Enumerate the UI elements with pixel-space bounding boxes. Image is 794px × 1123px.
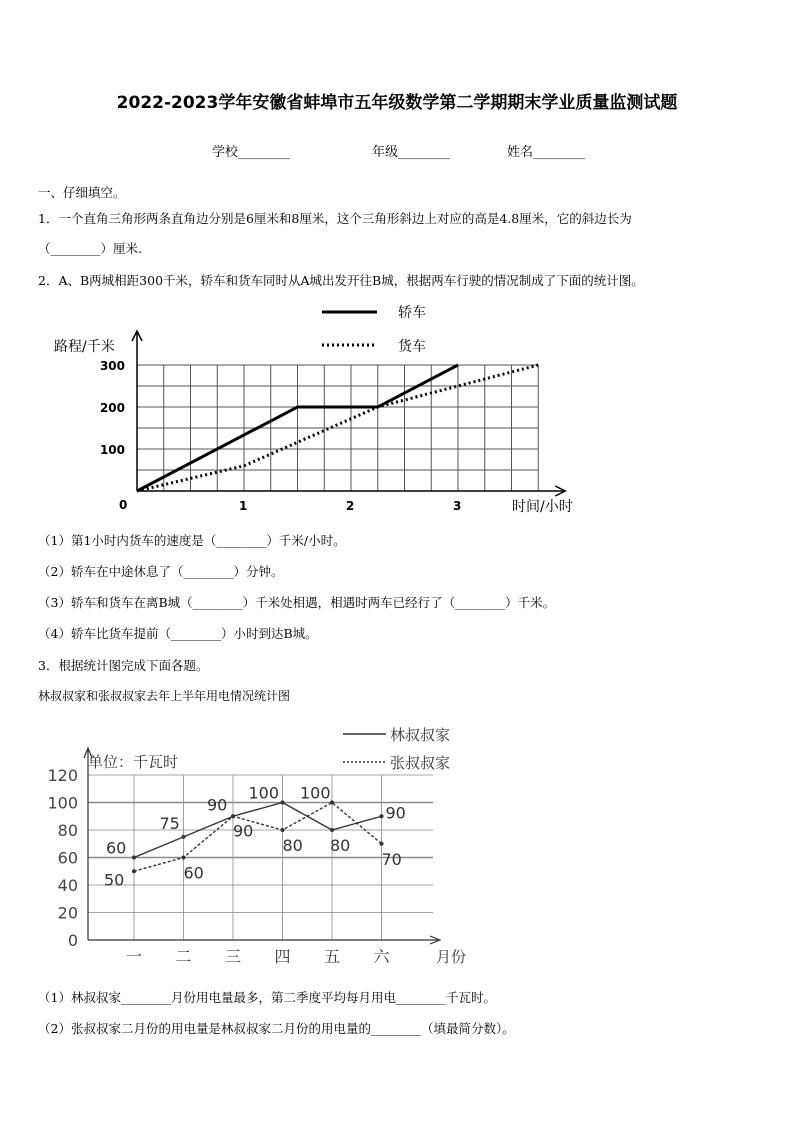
y-tick-label: 80 xyxy=(57,821,78,840)
y-tick-label: 60 xyxy=(57,848,78,868)
data-point xyxy=(330,828,334,832)
data-label: 80 xyxy=(282,836,303,855)
data-point xyxy=(132,869,136,873)
x-tick-label: 2 xyxy=(346,499,355,513)
origin-label: 0 xyxy=(119,498,128,512)
legend-car-label: 轿车 xyxy=(398,305,426,321)
data-label: 50 xyxy=(104,870,125,890)
q1-line2: （________）厘米. xyxy=(38,241,142,256)
page-title: 2022-2023学年安徽省蚌埠市五年级数学第二学期期末学业质量监测试题 xyxy=(116,93,678,113)
data-label: 90 xyxy=(207,795,228,815)
q1-line1: 1．一个直角三角形两条直角边分别是6厘米和8厘米，这个三角形斜边上对应的高是4.8厘米，它的斜边长为 xyxy=(38,211,632,226)
data-point xyxy=(132,856,136,860)
legend-zhang-label: 张叔叔家 xyxy=(390,754,451,772)
data-point xyxy=(281,801,285,805)
x-tick-label: 三 xyxy=(224,947,242,966)
grade-field[interactable]: 年级________ xyxy=(372,145,451,160)
section-heading: 一、仔细填空。 xyxy=(38,185,126,200)
y-tick-label: 300 xyxy=(99,359,125,373)
y-tick-label: 120 xyxy=(47,766,78,785)
data-label: 80 xyxy=(330,836,351,855)
data-label: 100 xyxy=(248,783,280,803)
legend-truck-label: 货车 xyxy=(398,339,426,355)
data-label: 90 xyxy=(233,821,254,841)
x-tick-label: 1 xyxy=(239,499,248,513)
y-tick-label: 0 xyxy=(67,931,78,950)
q2-sub2: （2）轿车在中途休息了（________）分钟。 xyxy=(38,564,284,579)
x-tick-label: 六 xyxy=(373,947,390,966)
chart2-caption: 林叔叔家和张叔叔家去年上半年用电情况统计图 xyxy=(38,689,291,703)
y-tick-label: 100 xyxy=(47,793,78,813)
electricity-usage-chart xyxy=(38,715,478,975)
x-tick-label: 二 xyxy=(175,947,192,966)
q3-sub1: （1）林叔叔家________月份用电量最多，第二季度平均每月用电________千瓦时。 xyxy=(38,990,496,1005)
unit-label: 单位：千瓦时 xyxy=(88,753,179,771)
y-tick-label: 100 xyxy=(99,443,125,457)
q3-text: 3．根据统计图完成下面各题。 xyxy=(38,658,209,673)
data-point xyxy=(281,828,285,832)
data-label: 60 xyxy=(183,863,204,883)
x-axis-label: 时间/小时 xyxy=(512,499,573,515)
data-point xyxy=(231,814,235,818)
x-tick-label: 3 xyxy=(453,499,462,513)
q3-sub2: （2）张叔叔家二月份的用电量是林叔叔家二月份的用电量的________（填最简分数）。 xyxy=(38,1021,515,1036)
data-point xyxy=(380,814,384,818)
y-tick-label: 20 xyxy=(57,903,78,923)
y-axis-label: 路程/千米 xyxy=(54,339,115,355)
x-tick-label: 一 xyxy=(125,947,143,966)
data-point xyxy=(330,801,334,805)
school-field[interactable]: 学校________ xyxy=(212,145,291,160)
data-label: 60 xyxy=(106,838,127,858)
data-label: 100 xyxy=(300,783,331,803)
y-tick-label: 40 xyxy=(57,876,78,895)
q2-sub4: （4）轿车比货车提前（________）小时到达B城。 xyxy=(38,626,318,641)
x-axis-label: 月份 xyxy=(436,948,467,966)
x-tick-label: 四 xyxy=(274,947,291,966)
q2-sub1: （1）第1小时内货车的速度是（________）千米/小时。 xyxy=(38,533,346,548)
q2-text: 2．A、B两城相距300千米，轿车和货车同时从A城出发开往B城，根据两车行驶的情况制成了下面的统计图。 xyxy=(38,273,644,288)
q2-sub3: （3）轿车和货车在离B城（________）千米处相遇，相遇时两车已经行了（________）千米。 xyxy=(38,595,556,610)
distance-time-chart xyxy=(40,295,600,520)
name-field[interactable]: 姓名________ xyxy=(507,145,586,160)
data-label: 90 xyxy=(385,803,406,823)
data-label: 75 xyxy=(159,813,180,833)
data-label: 70 xyxy=(381,849,402,869)
x-tick-label: 五 xyxy=(323,947,341,966)
y-tick-label: 200 xyxy=(99,401,125,415)
data-point xyxy=(380,842,384,846)
data-point xyxy=(182,856,186,860)
legend-lin-label: 林叔叔家 xyxy=(390,726,451,744)
data-point xyxy=(182,835,186,839)
